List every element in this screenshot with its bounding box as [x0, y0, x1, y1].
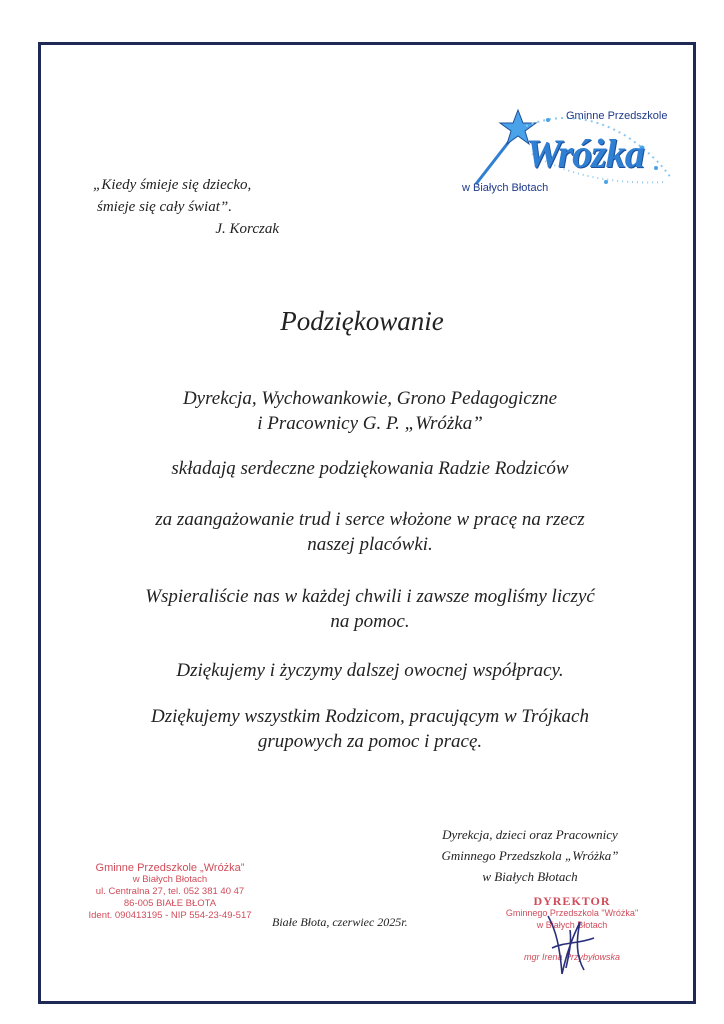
quote-line-1: „Kiedy śmieje się dziecko,	[93, 177, 252, 193]
logo-bottom-text: w Białych Błotach	[462, 182, 549, 194]
director-stamp-line-1: Gminnego Przedszkola "Wróżka"	[505, 908, 639, 918]
korczak-quote	[93, 174, 293, 240]
signature-line-1: Dyrekcja, dzieci oraz Pracownicy	[442, 827, 618, 842]
director-stamp-title: DYREKTOR	[533, 894, 611, 908]
paragraph-parents-line-2: grupowych za pomoc i pracę.	[257, 731, 483, 752]
paragraph-parents-line-1: Dziękujemy wszystkim Rodzicom, pracującym w Trójkach	[151, 706, 589, 727]
paragraph-commitment-line-2: naszej placówki.	[307, 534, 433, 555]
director-stamp-line-2: w Białych Błotach	[536, 920, 608, 930]
stamp-ids: Ident. 090413195 - NIP 554-23-49-517	[88, 910, 252, 921]
stamp-name: Gminne Przedszkole „Wróżka”	[95, 862, 245, 874]
paragraph-thanks: składają serdeczne podziękowania Radzie Rodziców	[171, 458, 569, 479]
paragraph-commitment	[70, 507, 670, 557]
institution-stamp	[70, 862, 270, 922]
quote-line-2: śmieje się cały świat”.	[97, 199, 232, 215]
kindergarten-logo	[456, 96, 678, 196]
paragraph-staff-line-2: i Pracownicy G. P. „Wróżka”	[257, 413, 483, 434]
signature-block	[410, 824, 650, 887]
paragraph-staff	[70, 386, 670, 436]
quote-author: J. Korczak	[215, 221, 279, 237]
stamp-locality: w Białych Błotach	[132, 874, 208, 885]
stamp-postal: 86-005 BIAŁE BŁOTA	[123, 898, 217, 909]
signature-line-2: Gminnego Przedszkola „Wróżka”	[441, 848, 619, 863]
handwritten-signature-icon	[542, 908, 602, 980]
director-stamp-name: mgr Irena Przybyłowska	[523, 952, 621, 962]
stamp-street: ul. Centralna 27, tel. 052 381 40 47	[95, 886, 245, 897]
paragraph-support-line-1: Wspieraliście nas w każdej chwili i zawsze mogliśmy liczyć	[145, 586, 595, 607]
place-and-date: Białe Błota, czerwiec 2025r.	[272, 915, 408, 929]
signature-line-3: w Białych Błotach	[482, 869, 578, 884]
logo-wordmark: Wróżka	[526, 131, 644, 176]
document-title: Podziękowanie	[280, 306, 444, 336]
paragraph-commitment-line-1: za zaangażowanie trud i serce włożone w pracę na rzecz	[155, 509, 585, 530]
paragraph-staff-line-1: Dyrekcja, Wychowankowie, Grono Pedagogiczne	[182, 388, 558, 409]
logo-top-text: Gminne Przedszkole	[566, 110, 668, 122]
paragraph-support	[70, 584, 670, 634]
paragraph-support-line-2: na pomoc.	[330, 611, 410, 632]
paragraph-cooperation: Dziękujemy i życzymy dalszej owocnej współpracy.	[176, 660, 564, 681]
paragraph-parents	[70, 704, 670, 754]
